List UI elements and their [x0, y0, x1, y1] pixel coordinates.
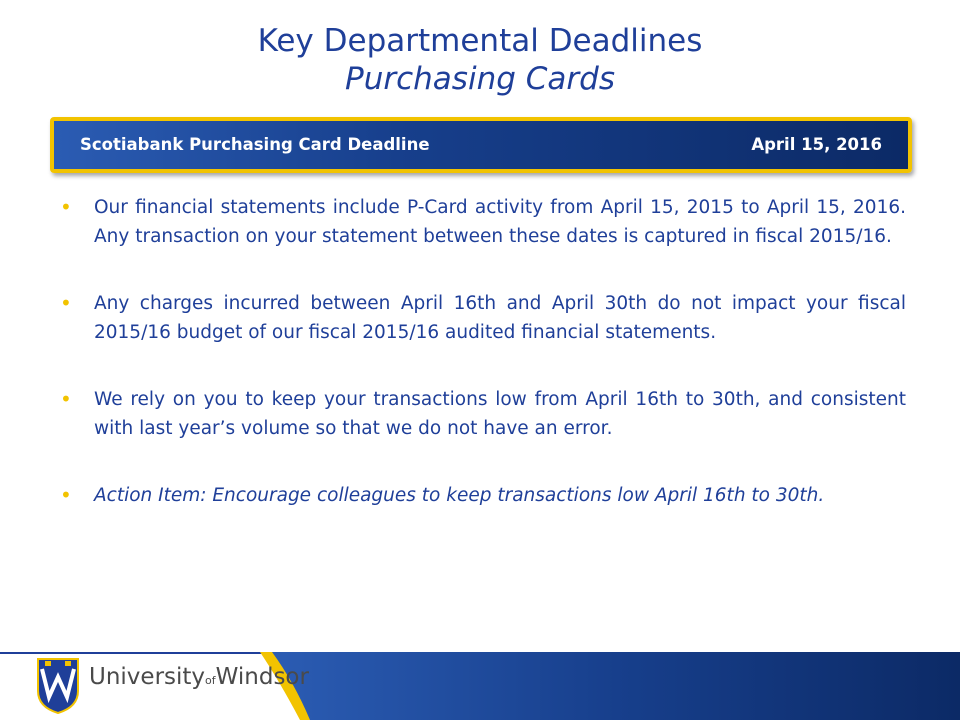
university-wordmark	[89, 664, 309, 690]
bullet-text: Any charges incurred between April 16th and April 30th do not impact your fiscal 2015/16 budget of our fiscal 2015/16 audited financial statements.	[94, 293, 906, 343]
bullet-text: Action Item: Encourage colleagues to keep transactions low April 16th to 30th.	[94, 485, 825, 506]
bullet-icon: •	[60, 195, 72, 219]
bullet-icon: •	[60, 387, 72, 411]
footer	[0, 652, 960, 720]
bullet-item	[58, 289, 906, 347]
bullet-icon: •	[60, 291, 72, 315]
wordmark-windsor: Windsor	[215, 664, 309, 690]
bullet-icon: •	[60, 483, 72, 507]
wordmark-of: of	[205, 674, 216, 687]
wordmark-university: University	[89, 664, 206, 690]
bullet-item	[58, 193, 906, 251]
slide-title	[0, 22, 960, 98]
title-line-1: Key Departmental Deadlines	[257, 23, 703, 59]
bullet-item-action	[58, 481, 906, 510]
footer-swoosh-band	[260, 652, 960, 720]
bullet-text: We rely on you to keep your transactions low from April 16th to 30th, and consistent with last year’s volume so that we do not have an error.	[94, 389, 906, 439]
title-line-2: Purchasing Cards	[345, 61, 615, 97]
bullet-text: Our financial statements include P-Card activity from April 15, 2015 to April 15, 2016. Any transaction on your statement between these dates is captured in fiscal 2015/16.	[94, 197, 906, 247]
banner-date: April 15, 2016	[751, 135, 882, 154]
bullet-item	[58, 385, 906, 443]
deadline-banner	[50, 117, 912, 173]
university-crest-icon	[36, 657, 80, 715]
banner-label: Scotiabank Purchasing Card Deadline	[80, 135, 430, 154]
bullet-list	[58, 193, 906, 548]
